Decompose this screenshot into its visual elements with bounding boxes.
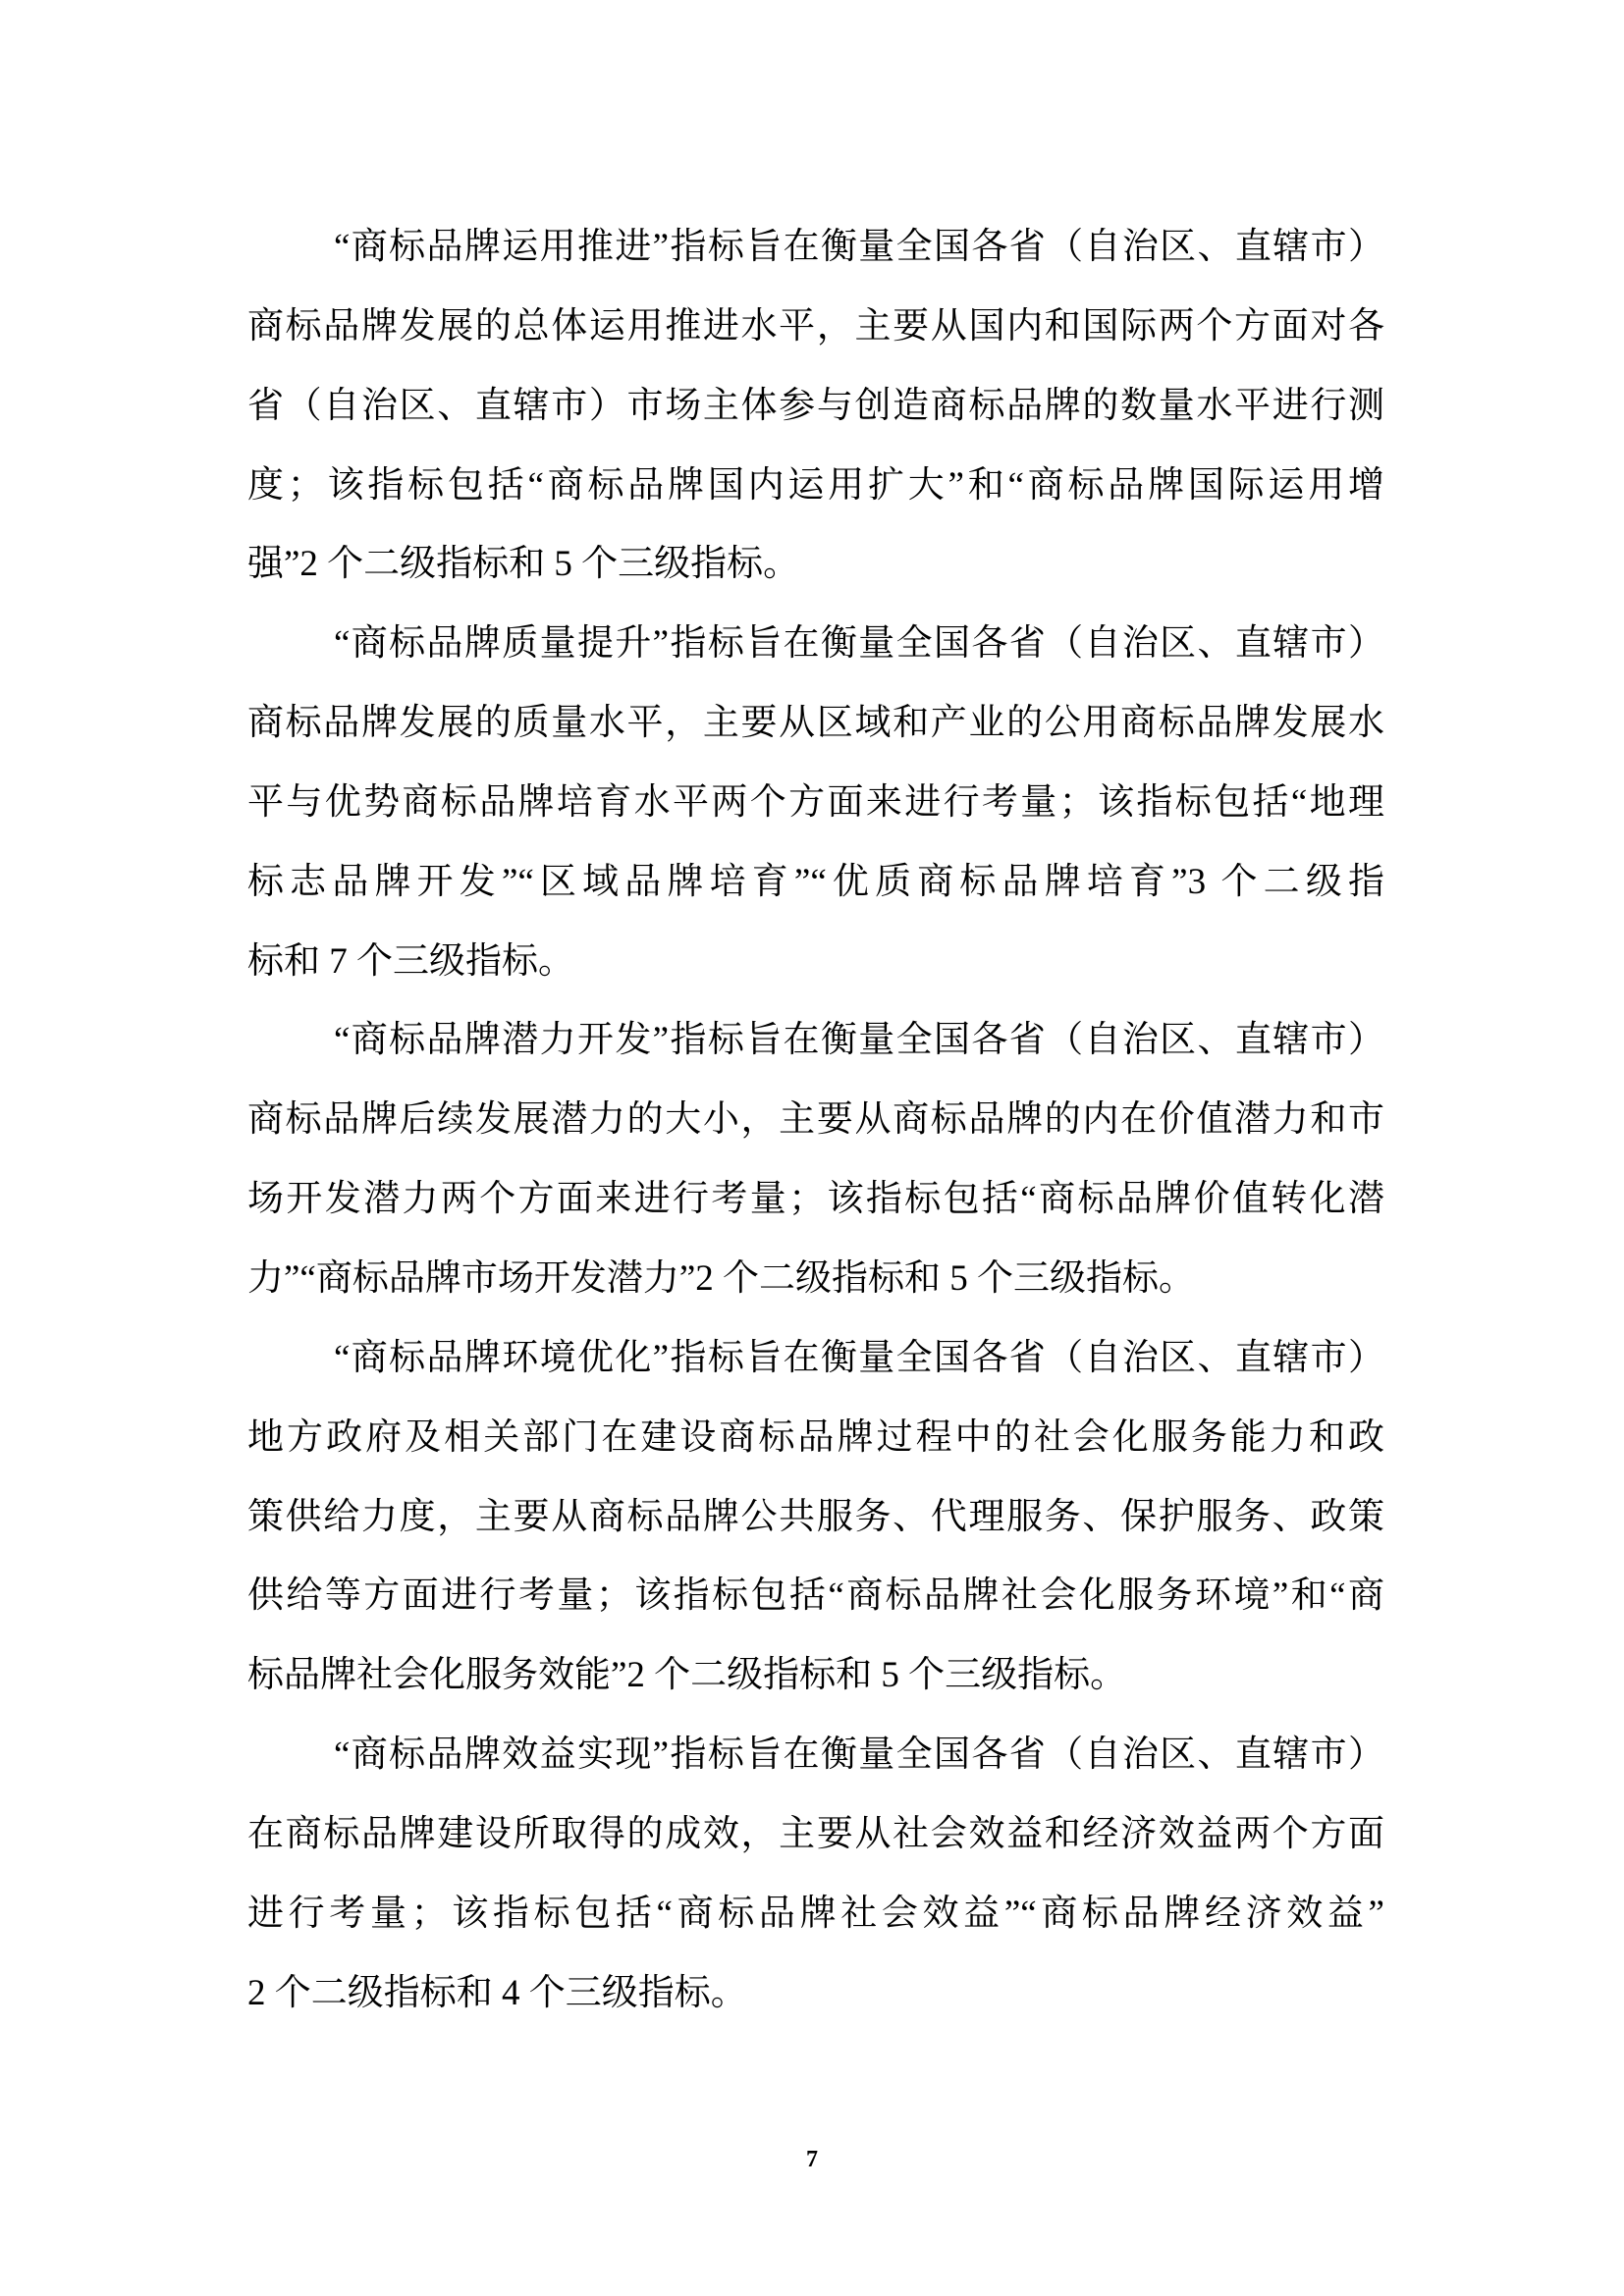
text-line: 2 个二级指标和 4 个三级指标。 [247,1972,747,2013]
text-line: “商标品牌环境优化”指标旨在衡量全国各省（自治区、直辖市） [334,1337,1384,1378]
text-line: “商标品牌运用推进”指标旨在衡量全国各省（自治区、直辖市） [334,227,1384,267]
body-text [247,208,1384,2033]
text-line: “商标品牌质量提升”指标旨在衡量全国各省（自治区、直辖市） [334,623,1384,665]
text-line: 力”“商标品牌市场开发潜力”2 个二级指标和 5 个三级指标。 [247,1257,1196,1299]
text-line: 标和 7 个三级指标。 [247,940,574,982]
text-line: 策供给力度，主要从商标品牌公共服务、代理服务、保护服务、政策 [247,1496,1384,1537]
paragraph-brand-potential [247,1001,1384,1318]
text-line: 商标品牌后续发展潜力的大小，主要从商标品牌的内在价值潜力和市 [247,1099,1384,1141]
text-line: 强”2 个二级指标和 5 个三级指标。 [247,544,800,585]
text-line: 平与优势商标品牌培育水平两个方面来进行考量；该指标包括“地理 [247,781,1384,823]
text-line: 供给等方面进行考量；该指标包括“商标品牌社会化服务环境”和“商 [247,1575,1384,1617]
text-line: 度；该指标包括“商标品牌国内运用扩大”和“商标品牌国际运用增 [247,464,1384,506]
text-line: “商标品牌效益实现”指标旨在衡量全国各省（自治区、直辖市） [334,1735,1384,1776]
text-line: 场开发潜力两个方面来进行考量；该指标包括“商标品牌价值转化潜 [247,1179,1384,1220]
paragraph-brand-quality [247,605,1384,1001]
text-line: 商标品牌发展的总体运用推进水平，主要从国内和国际两个方面对各 [247,305,1384,347]
text-line: 进行考量；该指标包括“商标品牌社会效益”“商标品牌经济效益” [247,1893,1384,1934]
text-line: 商标品牌发展的质量水平，主要从区域和产业的公用商标品牌发展水 [247,703,1384,744]
paragraph-brand-benefit [247,1716,1384,2033]
text-line: 在商标品牌建设所取得的成效，主要从社会效益和经济效益两个方面 [247,1813,1384,1854]
text-line: “商标品牌潜力开发”指标旨在衡量全国各省（自治区、直辖市） [334,1020,1384,1061]
text-line: 标志品牌开发”“区域品牌培育”“优质商标品牌培育”3 个二级指 [247,861,1384,902]
paragraph-brand-application [247,208,1384,605]
paragraph-brand-environment [247,1319,1384,1716]
text-line: 标品牌社会化服务效能”2 个二级指标和 5 个三级指标。 [247,1655,1127,1696]
text-line: 地方政府及相关部门在建设商标品牌过程中的社会化服务能力和政 [247,1416,1384,1458]
page-number: 7 [806,2147,818,2172]
text-line: 省（自治区、直辖市）市场主体参与创造商标品牌的数量水平进行测 [247,385,1384,426]
